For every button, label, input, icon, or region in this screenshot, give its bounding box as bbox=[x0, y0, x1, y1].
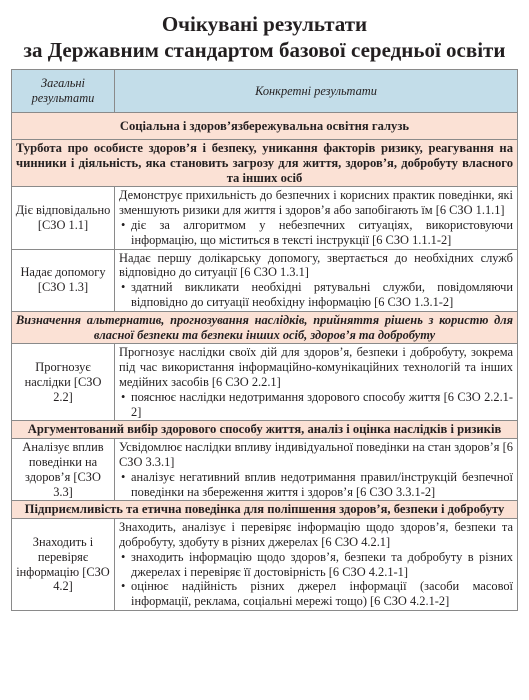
table-row bbox=[12, 519, 518, 611]
title-line-2: за Державним стандартом базової середньої освіти bbox=[23, 38, 506, 62]
general-result: Аналізує вплив поведінки на здоров’я [СЗО 3.3] bbox=[12, 439, 115, 501]
section-heading-row bbox=[12, 421, 518, 439]
header-specific: Конкретні результати bbox=[115, 70, 518, 113]
specific-result bbox=[115, 249, 518, 311]
specific-bullet: • пояснює наслідки недотримання здорового способу життя [6 СЗО 2.2.1-2] bbox=[119, 390, 513, 420]
table-header-row bbox=[12, 70, 518, 113]
section-heading: Підприємливість та етична поведінка для поліпшення здоров’я, безпеки і добробуту bbox=[12, 501, 518, 519]
header-general: Загальні результати bbox=[12, 70, 115, 113]
specific-main: Надає першу долікарську допомогу, звертається до необхідних служб відповідно до ситуації [6 СЗО 1.3.1] bbox=[119, 250, 513, 280]
specific-bullet: • діє за алгоритмом у небезпечних ситуаціях, використовуючи інформацію, що міститься в тексті інструкції [6 СЗО 1.1.1-2] bbox=[119, 218, 513, 248]
section-heading: Визначення альтернатив, прогнозування наслідків, прийняття рішень з користю для власної безпеки та безпеки інших осіб, здоров’я та добробуту bbox=[12, 311, 518, 344]
specific-bullet: • оцінює надійність різних джерел інформації (засоби масової інформації, реклама, соціальні мережі тощо) [6 СЗО 4.2.1-2] bbox=[119, 579, 513, 609]
specific-bullet: • аналізує негативний вплив недотримання правил/інструкцій безпечної поведінки на збереження життя і здоров’я [6 СЗО 3.3.1-2] bbox=[119, 470, 513, 500]
specific-bullet: • здатний викликати необхідні рятувальні служби, повідомляючи відповідно до ситуації необхідну інформацію [6 СЗО 1.3.1-2] bbox=[119, 280, 513, 310]
section-heading: Аргументований вибір здорового способу життя, аналіз і оцінка наслідків і ризиків bbox=[12, 421, 518, 439]
specific-result bbox=[115, 439, 518, 501]
title-line-1: Очікувані результати bbox=[161, 12, 368, 36]
section-heading-row bbox=[12, 311, 518, 344]
general-result: Надає допомогу [СЗО 1.3] bbox=[12, 249, 115, 311]
specific-bullet: • знаходить інформацію щодо здоров’я, безпеки та добробуту в різних джерелах і перевіряє її достовірність [6 СЗО 4.2.1-1] bbox=[119, 550, 513, 580]
page-title bbox=[0, 0, 529, 62]
section-heading-row bbox=[12, 501, 518, 519]
section-heading: Турбота про особисте здоров’я і безпеку, уникання факторів ризику, реагування на чинники і діяльність, яка становить загрозу для життя, здоров’я, добробуту власного та інших осіб bbox=[12, 140, 518, 187]
area-row bbox=[12, 113, 518, 140]
area-title: Соціальна і здоров’язбережувальна освітня галузь bbox=[12, 113, 518, 140]
section-heading-row bbox=[12, 140, 518, 187]
specific-main: Знаходить, аналізує і перевіряє інформацію щодо здоров’я, безпеки та добробуту, здобуту в різних джерелах [6 СЗО 4.2.1] bbox=[119, 520, 513, 549]
general-result: Діє відповідально [СЗО 1.1] bbox=[12, 187, 115, 249]
table-row bbox=[12, 439, 518, 501]
specific-main: Демонструє прихильність до безпечних і корисних практик поведінки, які зменшують ризики для життя і здоров’я або запобігають їм [6 СЗО 1.1.1] bbox=[119, 188, 513, 218]
general-result: Знаходить і перевіряє інформацію [СЗО 4.2] bbox=[12, 519, 115, 611]
specific-main: Усвідомлює наслідки впливу індивідуальної поведінки на стан здоров’я [6 СЗО 3.3.1] bbox=[119, 440, 513, 469]
specific-result bbox=[115, 187, 518, 249]
specific-main: Прогнозує наслідки своїх дій для здоров’я, безпеки і добробуту, зокрема під час використання інформаційно-комунікаційних технологій та інших медійних засобів [6 СЗО 2.2.1] bbox=[119, 345, 513, 389]
table-row bbox=[12, 249, 518, 311]
table-row bbox=[12, 187, 518, 249]
table-row bbox=[12, 344, 518, 421]
specific-result bbox=[115, 519, 518, 611]
results-table bbox=[11, 69, 518, 611]
general-result: Прогнозує наслідки [СЗО 2.2] bbox=[12, 344, 115, 421]
specific-result bbox=[115, 344, 518, 421]
